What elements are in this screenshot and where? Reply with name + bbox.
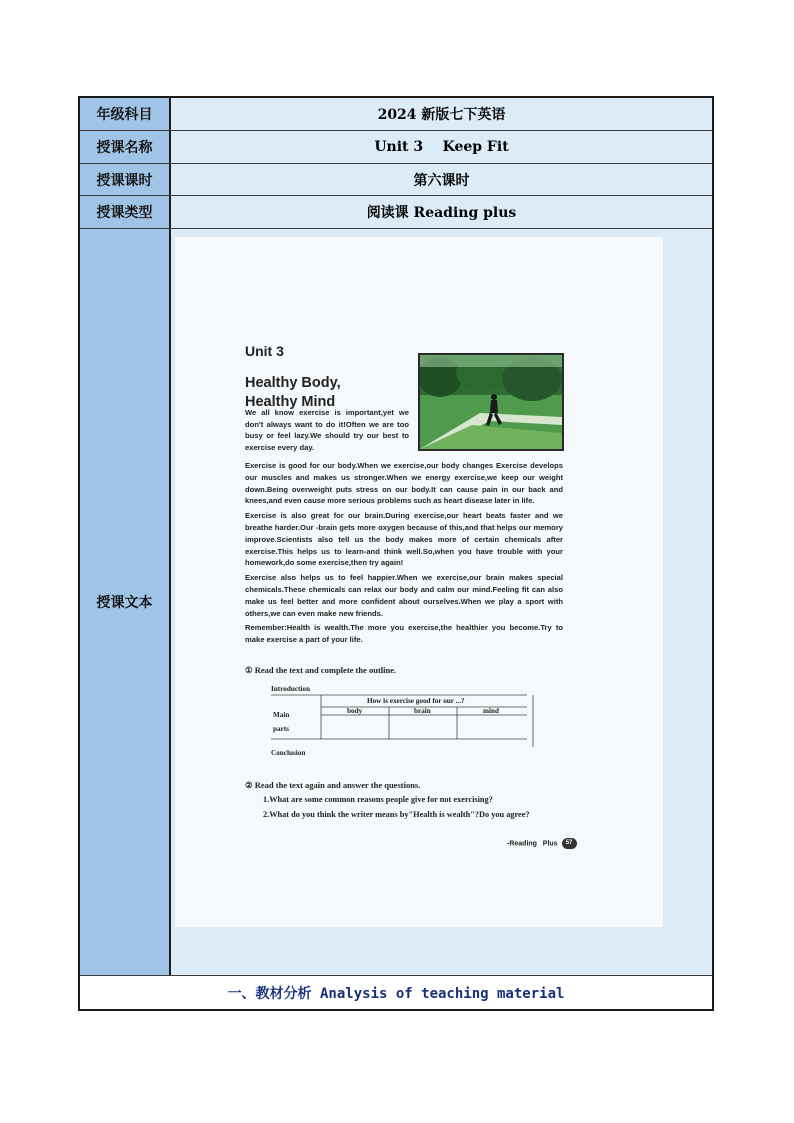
page-footer bbox=[507, 838, 577, 849]
textbook-paragraph: Exercise is also great for our brain.During exercise,our heart beats faster and we breathe harder.Our -brain gets more oxygen because of this,and that helps our memory improve.Scientists also tell us the body makes more of certain chemicals after exercise.This helps us to learn-and think well.So,when you have trouble with your homework,do some exercise,then try again! bbox=[245, 511, 563, 568]
row-section-heading bbox=[80, 976, 712, 1009]
textbook-paragraph: Exercise is good for our body.When we exercise,our body changes Exercise develops our muscles and makes us stronger.When we energy exercise,we keep our weight down.Being overweight puts stress on our body.It can cause pain in our back and knees,and even cause more serious problems such as heart disease later in life. bbox=[245, 461, 563, 506]
outline-parts: parts bbox=[273, 725, 289, 733]
value-grade-subject: 2024 新版七下英语 bbox=[171, 98, 712, 130]
textbook-body bbox=[245, 460, 563, 649]
outline-grid bbox=[271, 683, 537, 759]
outline-col-mind: mind bbox=[483, 707, 499, 715]
textbook-intro: We all know exercise is important,yet we don't always want to do it!Often we are too busy or feel lazy.We should try our best to exercise every day. bbox=[245, 408, 409, 452]
row-grade-subject bbox=[80, 98, 712, 131]
row-lesson-name bbox=[80, 131, 712, 164]
question-2: 2.What do you think the writer means by"Health is wealth"?Do you agree? bbox=[263, 810, 530, 819]
question-1: 1.What are some common reasons people give for not exercising? bbox=[263, 795, 493, 804]
textbook-page-scan bbox=[175, 237, 664, 927]
value-lesson-name: Unit 3 Keep Fit bbox=[171, 131, 712, 163]
textbook-unit-heading: Unit 3 bbox=[245, 343, 284, 359]
label-lesson-name: 授课名称 bbox=[80, 131, 171, 163]
textbook-paragraph: Remember:Health is wealth.The more you exercise,the healthier you become.Try to make exercise a part of your life. bbox=[245, 623, 563, 645]
textbook-title-line1: Healthy Body, bbox=[245, 375, 341, 391]
row-lesson-type bbox=[80, 196, 712, 229]
label-grade-subject: 年级科目 bbox=[80, 98, 171, 130]
page-footer-label: -Reading Plus bbox=[507, 840, 558, 848]
outline-introduction: Introduction bbox=[271, 685, 311, 693]
outline-question: How is exercise good for our ...? bbox=[367, 697, 465, 705]
row-lesson-text bbox=[80, 229, 712, 976]
label-lesson-type: 授课类型 bbox=[80, 196, 171, 228]
task-1-heading: ① Read the text and complete the outline. bbox=[245, 665, 397, 675]
value-lesson-period: 第六课时 bbox=[171, 164, 712, 195]
runner-photo bbox=[418, 353, 564, 451]
task-2-heading: ② Read the text again and answer the questions. bbox=[245, 780, 421, 790]
section-heading-analysis: 一、教材分析 Analysis of teaching material bbox=[80, 976, 712, 1009]
outline-col-body: body bbox=[347, 707, 363, 715]
value-lesson-type: 阅读课 Reading plus bbox=[171, 196, 712, 228]
outline-table bbox=[271, 683, 537, 759]
textbook-title-line2: Healthy Mind bbox=[245, 394, 336, 410]
label-lesson-text: 授课文本 bbox=[80, 229, 171, 975]
row-lesson-period bbox=[80, 164, 712, 196]
outline-main: Main bbox=[273, 711, 290, 719]
outline-conclusion: Conclusion bbox=[271, 749, 306, 757]
value-lesson-text bbox=[171, 229, 712, 975]
textbook-paragraph: Exercise also helps us to feel happier.When we exercise,our brain makes special chemicals.These chemicals can relax our body and calm our mind.Feeling fit can also make us feel better and more confident about ourselves.When we play a sport with others,we can even make new friends. bbox=[245, 573, 563, 618]
page-number-badge: 57 bbox=[562, 838, 577, 849]
label-lesson-period: 授课课时 bbox=[80, 164, 171, 195]
lesson-info-table bbox=[78, 96, 714, 1011]
outline-col-brain: brain bbox=[414, 707, 431, 715]
